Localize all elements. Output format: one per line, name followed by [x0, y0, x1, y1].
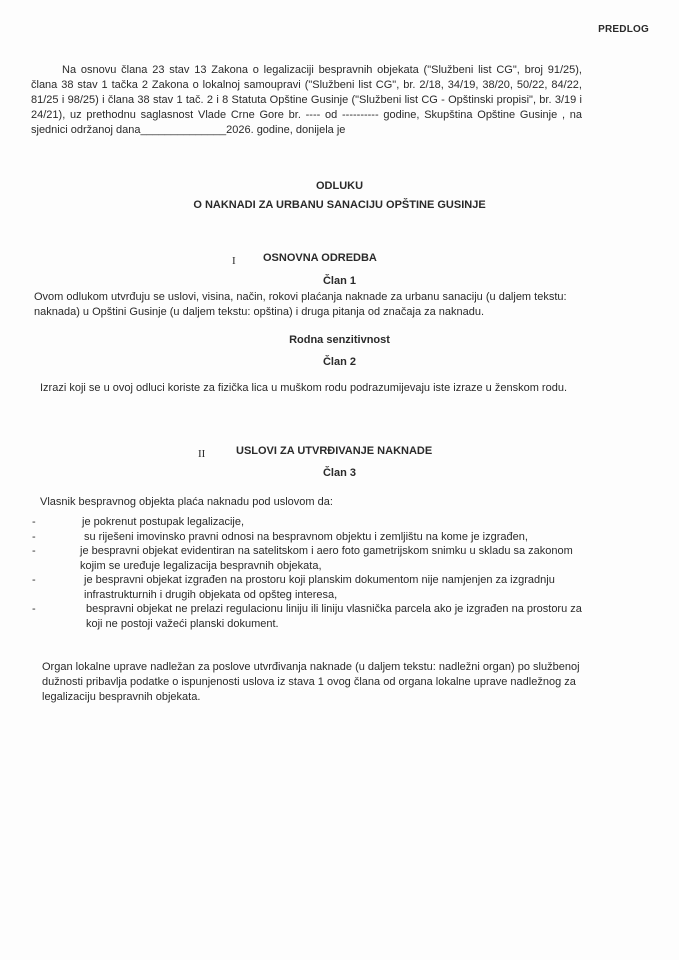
list-item-text: je bespravni objekat evidentiran na satelitskom i aero foto gametrijskom snimku u skladu sa zakonom kojim se uređuje legalizacija bespravnih objekata, — [80, 545, 573, 572]
list-item — [32, 515, 592, 530]
list-bullet: - — [32, 603, 36, 615]
list-item-text: bespravni objekat ne prelazi regulacionu liniju ili liniju vlasnička parcela ako je izgrađen na prostoru za koji ne postoji važeći planski dokument. — [86, 603, 582, 630]
article-text: Vlasnik bespravnog objekta plaća naknadu pod uslovom da: — [40, 496, 333, 508]
preamble-text: Na osnovu člana 23 stav 13 Zakona o legalizaciji bespravnih objekata ("Službeni list CG", broj 91/25), člana 38 stav 1 tačka 2 Zakona o lokalnoj samoupravi ("Službeni list CG", br. 2/18, 34/19, 38/20, 50/22, 84/22, 81/25 i 98/25) i člana 38 stav 1 tač. 2 i 8 Statuta Opštine Gusinje ("Službeni list CG - Opštinski propisi", br. 3/19 i 24/21), uz prethodnu saglasnost Vlade Crne Gore br. ---- od ---------- godine, Skupština Opštine Gusinje , na sjednici održanoj dana______________2026. godine, donijela je — [31, 64, 582, 136]
condition-list — [32, 515, 592, 631]
article-paragraph — [42, 660, 582, 705]
list-item — [32, 602, 592, 631]
article-label: Član 3 — [322, 467, 356, 479]
article-intro — [40, 495, 585, 510]
article-label: Član 1 — [322, 275, 356, 287]
article-paragraph — [40, 381, 580, 396]
section-title: OSNOVNA ODREDBA — [263, 252, 377, 264]
preamble — [31, 63, 582, 138]
list-item — [32, 530, 592, 545]
list-item — [32, 544, 592, 573]
section-title: USLOVI ZA UTVRĐIVANJE NAKNADE — [236, 445, 433, 457]
list-bullet: - — [32, 545, 36, 557]
article-label: Član 2 — [322, 356, 356, 368]
article-text: Organ lokalne uprave nadležan za poslove utvrđivanja naknade (u daljem tekstu: nadležni organ) po službenoj dužnosti pribavlja podatke o ispunjenosti uslova iz stava 1 ovog člana od organa lokalne uprave nadležnog za legalizaciju bespravnih objekata. — [42, 661, 580, 703]
list-item-text: je bespravni objekat izgrađen na prostoru koji planskim dokumentom nije namjenjen za izgradnju infrastrukturnih i drugih objekata od opšteg interesa, — [84, 574, 555, 601]
article-text: Izrazi koji se u ovoj odluci koriste za fizička lica u muškom rodu podrazumijevaju iste izraze u ženskom rodu. — [40, 382, 567, 394]
list-item-text: su riješeni imovinsko pravni odnosi na bespravnom objektu i zemljištu na kome je izgrađen, — [84, 530, 528, 543]
article-heading: Rodna senzitivnost — [289, 334, 390, 346]
document-status-label: PREDLOG — [598, 24, 649, 35]
document-subject: O NAKNADI ZA URBANU SANACIJU OPŠTINE GUSINJE — [193, 199, 486, 211]
section-number: II — [198, 448, 206, 460]
document-title: ODLUKU — [315, 180, 364, 192]
article-text: Ovom odlukom utvrđuju se uslovi, visina, način, rokovi plaćanja naknade za urbanu sanaciju (u daljem tekstu: naknada) u Opštini Gusinje (u daljem tekstu: opština) i druga pitanja od značaja za naknadu. — [34, 291, 567, 318]
list-item — [32, 573, 592, 602]
list-item-text: je pokrenut postupak legalizacije, — [82, 516, 245, 528]
section-number: I — [232, 255, 236, 267]
list-bullet: - — [32, 516, 36, 528]
list-bullet: - — [32, 574, 36, 586]
article-paragraph — [34, 290, 579, 320]
list-bullet: - — [32, 530, 36, 543]
